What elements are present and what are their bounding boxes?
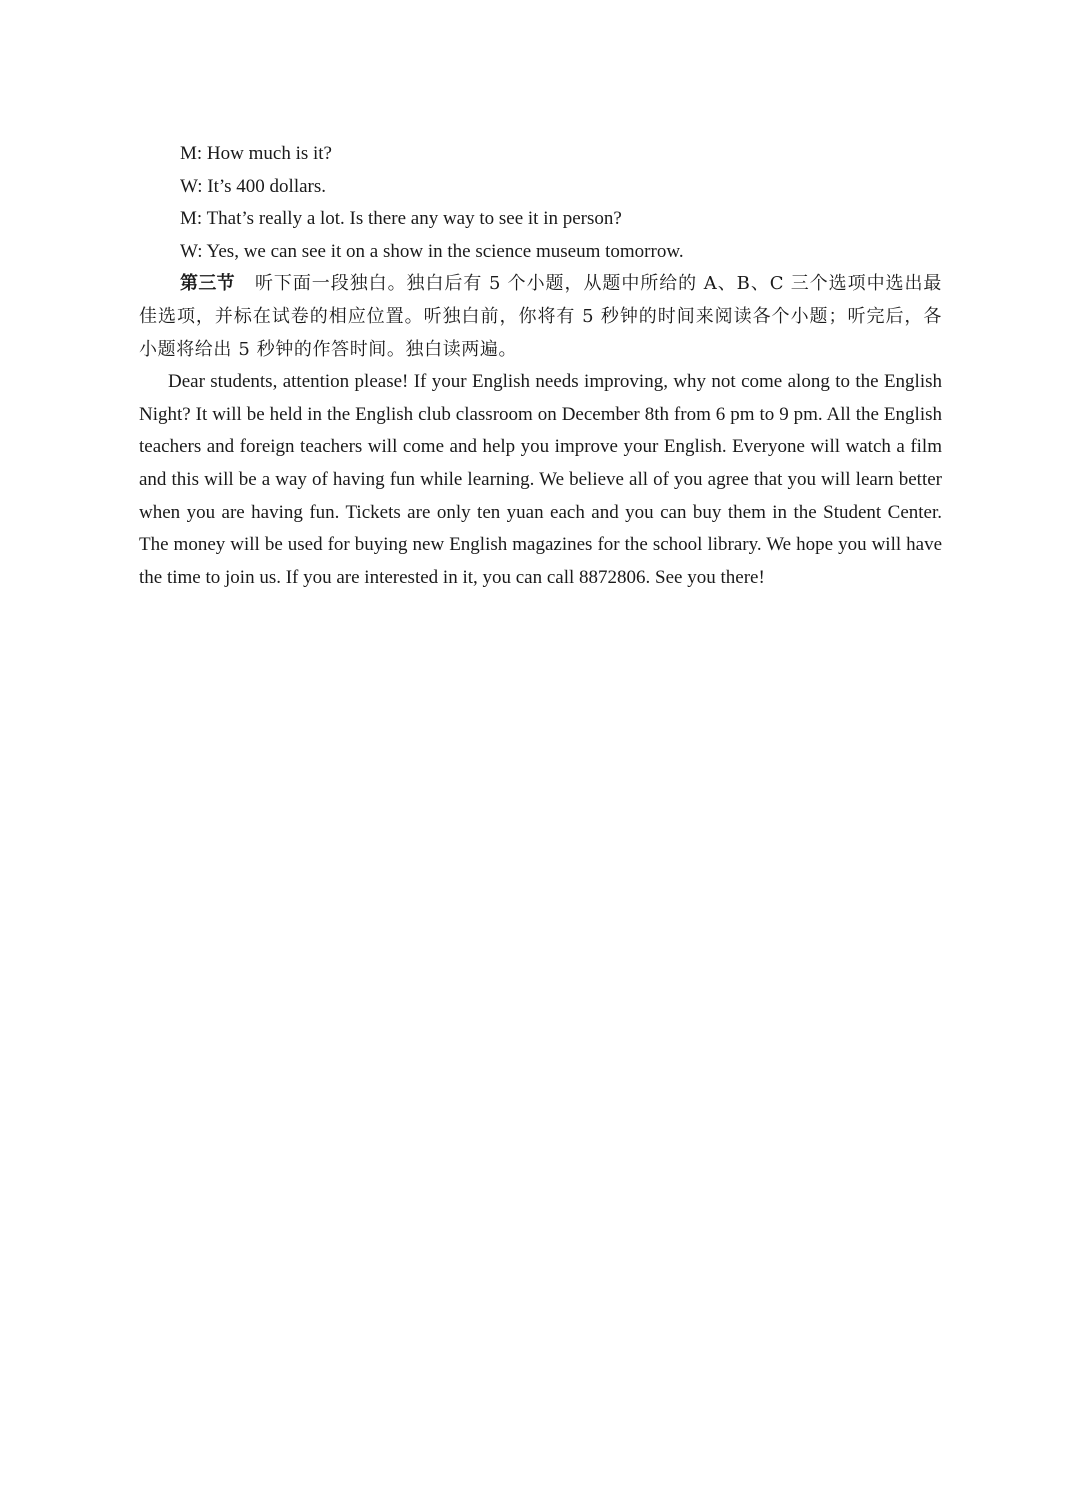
section-three-instruction bbox=[139, 268, 942, 366]
monologue-paragraph: Dear students, attention please! If your English needs improving, why not come along to the English Night? It will be held in the English club classroom on December 8th from 6 pm to 9 pm. All the English teachers and foreign teachers will come and help you improve your English. Everyone will watch a film and this will be a way of having fun while learning. We believe all of you agree that you will learn better when you are having fun. Tickets are only ten yuan each and you can buy them in the Student Center. The money will be used for buying new English magazines for the school library. We hope you will have the time to join us. If you are interested in it, you can call 8872806. See you there! bbox=[139, 371, 942, 588]
page-content bbox=[139, 138, 942, 594]
dialogue-line: W: It’s 400 dollars. bbox=[180, 175, 326, 197]
dialogue-line: M: How much is it? bbox=[180, 143, 332, 164]
dialogue-line: W: Yes, we can see it on a show in the science museum tomorrow. bbox=[180, 240, 684, 262]
section-instruction-text: 听下面一段独白。独白后有 5 个小题，从题中所给的 A、B、C 三个选项中选出最佳选项，并标在试卷的相应位置。听独白前，你将有 5 秒钟的时间来阅读各个小题；听完后，各小题将给出 5 秒钟的作答时间。独白读两遍。 bbox=[139, 273, 942, 360]
section-heading: 第三节 bbox=[180, 273, 236, 295]
dialogue-line: M: That’s really a lot. Is there any way to see it in person? bbox=[180, 208, 622, 230]
